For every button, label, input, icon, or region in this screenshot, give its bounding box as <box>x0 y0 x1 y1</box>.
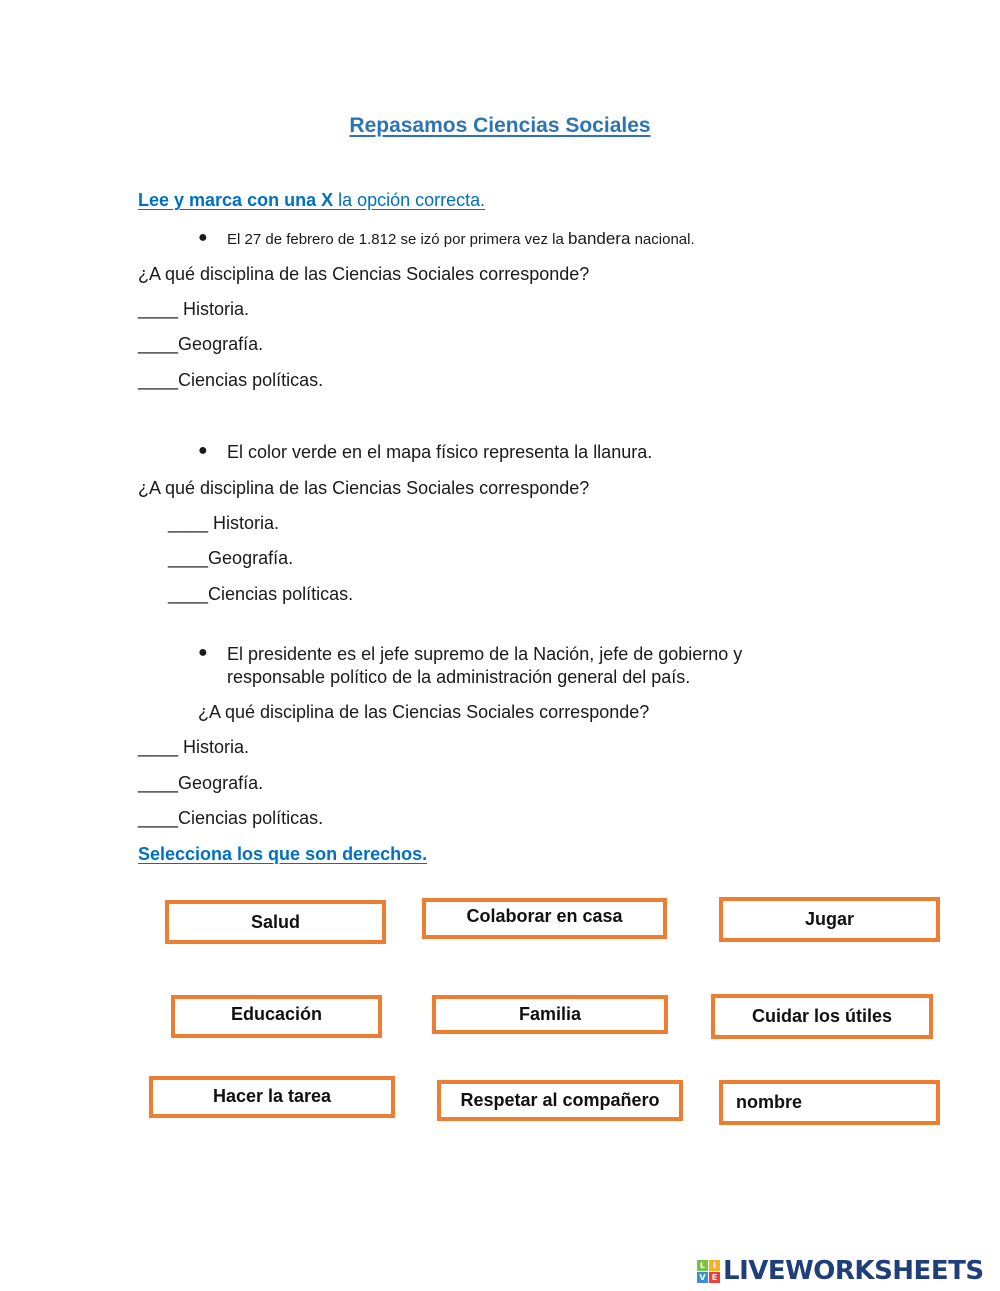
bullet-icon: ● <box>198 229 208 246</box>
question-1-option-historia[interactable]: ____ Historia. <box>138 299 250 319</box>
option-label: Respetar al compañero <box>460 1090 660 1110</box>
question-3-statement <box>198 644 743 665</box>
question-2-prompt: ¿A qué disciplina de las Ciencias Sociales corresponde? <box>138 478 590 498</box>
option-box-respetar-al-companero[interactable] <box>437 1080 683 1121</box>
question-3-option-historia[interactable]: ____ Historia. <box>138 737 250 757</box>
question-1-option-geografia[interactable]: ____Geografía. <box>138 334 264 354</box>
option-label: Salud <box>250 911 300 932</box>
question-3-option-ciencias-politicas[interactable]: ____Ciencias políticas. <box>138 808 324 828</box>
logo-letter: V <box>697 1272 708 1283</box>
statement-line-1: El presidente es el jefe supremo de la Nación, jefe de gobierno y <box>227 644 743 664</box>
question-1-option-ciencias-politicas[interactable]: ____Ciencias políticas. <box>138 370 324 390</box>
bullet-icon: ● <box>198 644 208 661</box>
question-3-prompt: ¿A qué disciplina de las Ciencias Sociales corresponde? <box>198 702 650 722</box>
statement-text-emph: bandera <box>568 229 631 248</box>
option-box-salud[interactable] <box>165 900 386 944</box>
instruction <box>138 190 485 211</box>
question-2-option-geografia[interactable]: ____Geografía. <box>168 548 294 568</box>
option-box-jugar[interactable] <box>719 897 940 942</box>
question-2-option-ciencias-politicas[interactable]: ____Ciencias políticas. <box>168 584 354 604</box>
option-box-colaborar-en-casa[interactable] <box>422 898 667 939</box>
option-label: Cuidar los útiles <box>751 1006 893 1026</box>
statement-text: El 27 de febrero de 1.812 se izó por primera vez la <box>227 231 569 248</box>
logo-letter: E <box>709 1272 720 1283</box>
option-label: Colaborar en casa <box>466 906 623 926</box>
option-box-familia[interactable] <box>432 995 668 1034</box>
page-title-text: Repasamos Ciencias Sociales <box>349 114 651 137</box>
logo-mark-icon <box>697 1260 720 1283</box>
logo-text: LIVEWORKSHEETS <box>723 1256 984 1286</box>
statement-text: El color verde en el mapa físico representa la llanura. <box>227 442 653 462</box>
question-1-prompt: ¿A qué disciplina de las Ciencias Sociales corresponde? <box>138 264 590 284</box>
bullet-icon: ● <box>198 442 208 459</box>
question-2-option-historia[interactable]: ____ Historia. <box>168 513 280 533</box>
logo-letter: I <box>709 1260 720 1271</box>
option-label: Educación <box>230 1004 323 1024</box>
question-3-statement-cont: responsable político de la administración general del país. <box>227 667 691 687</box>
logo-letter: L <box>697 1260 708 1271</box>
rights-heading: Selecciona los que son derechos. <box>138 844 428 864</box>
question-2-statement <box>198 442 653 463</box>
page-title <box>0 114 1000 138</box>
option-label: Hacer la tarea <box>212 1085 332 1106</box>
option-label: Familia <box>518 1004 582 1024</box>
option-box-hacer-la-tarea[interactable] <box>149 1076 395 1118</box>
option-box-cuidar-los-utiles[interactable] <box>711 994 933 1039</box>
option-box-nombre[interactable] <box>719 1080 940 1125</box>
question-1-statement <box>198 229 695 249</box>
liveworksheets-logo <box>697 1256 984 1286</box>
question-3-option-geografia[interactable]: ____Geografía. <box>138 773 264 793</box>
instruction-normal: la opción correcta. <box>333 190 486 210</box>
option-label: nombre <box>736 1092 803 1112</box>
statement-text: nacional. <box>630 231 695 248</box>
instruction-bold: Lee y marca con una X <box>138 190 334 210</box>
option-label: Jugar <box>804 909 855 929</box>
option-box-educacion[interactable] <box>171 995 382 1038</box>
